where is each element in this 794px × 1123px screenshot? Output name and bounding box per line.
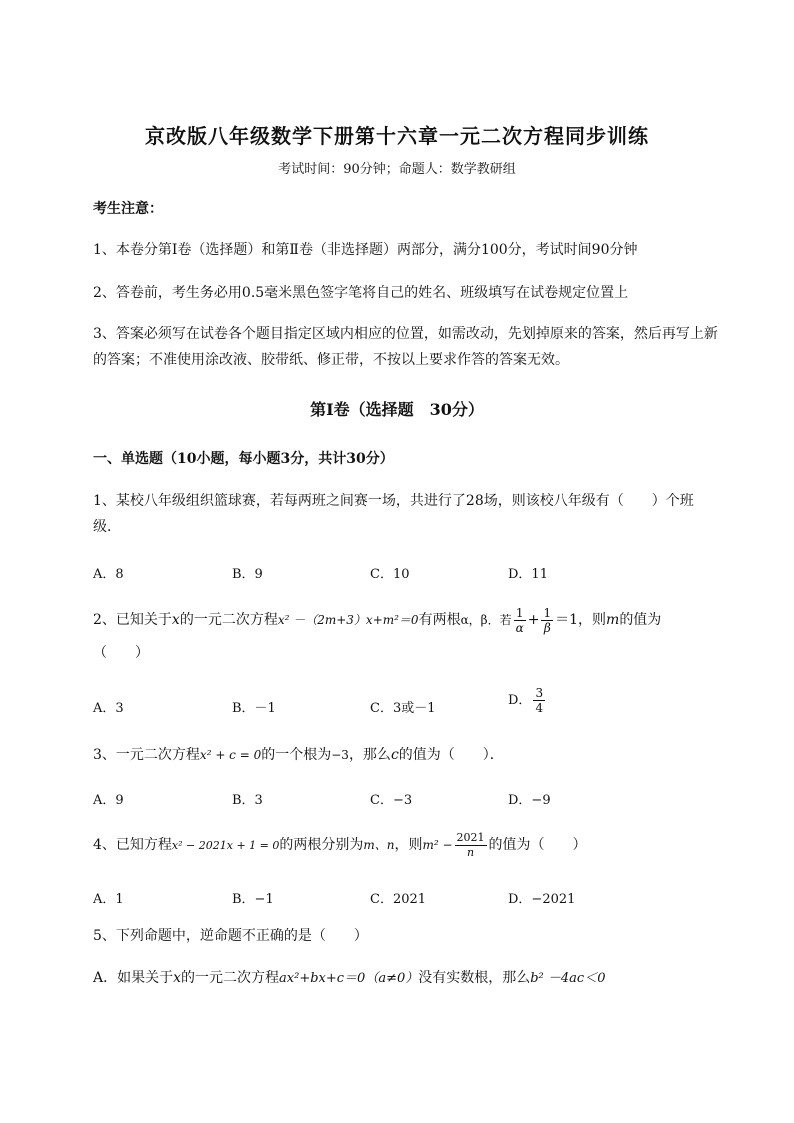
q2-option-b: B．－1	[232, 701, 276, 716]
q4-option-d: D．−2021	[508, 892, 576, 907]
q4-expression: m² −	[422, 838, 453, 852]
q2-plus: +	[527, 612, 540, 628]
q5-option-a	[93, 965, 713, 992]
q2-fraction-2: $\frac{1}{\beta}$	[543, 605, 552, 635]
q4-text-pre: 4、已知方程	[93, 837, 172, 853]
q3-option-c: C．−3	[370, 793, 413, 808]
q2-text-eq1: ＝1，则	[555, 612, 607, 628]
q4-text-end: 的值为（ ）	[488, 837, 587, 853]
q4-option-c: C．2021	[370, 892, 427, 907]
section-title: 第Ⅰ卷（选择题 30分）	[310, 400, 484, 419]
question-2-cont: （ ）	[93, 645, 149, 661]
q4-fraction: $\frac{2021}{n}$	[456, 830, 485, 859]
q3-var-c: c	[390, 747, 399, 763]
question-2	[93, 604, 713, 636]
q2-option-a: A．3	[93, 701, 124, 716]
question-5: 5、下列命题中，逆命题不正确的是（ ）	[93, 928, 368, 944]
q2-var-x: x	[171, 612, 180, 628]
q2-var-m: m	[606, 612, 620, 628]
q3-root: −3	[331, 748, 349, 762]
notice-item-3: 3、答案必须写在试卷各个题目指定区域内相应的位置，如需改动，先划掉原来的答案，然后再写上新	[93, 326, 718, 342]
q4-text-post: ，则	[394, 837, 423, 853]
q5a-var-x: x	[173, 970, 182, 986]
q1-option-d: D．11	[508, 567, 548, 582]
q2-equation: x² －（2m+3）x+m²＝0	[277, 613, 419, 627]
q4-vars-mn: m、n	[363, 838, 395, 852]
q3-text-end: 的值为（ ）．	[398, 747, 504, 763]
q5a-equation: ax²+bx+c＝0（a≠0）	[279, 971, 419, 986]
q4-option-b: B．−1	[232, 892, 274, 907]
q2-text-roots: 有两根	[418, 612, 461, 628]
q2-text-end: 的值为	[619, 612, 662, 628]
page-title: 京改版八年级数学下册第十六章一元二次方程同步训练	[145, 124, 649, 148]
question-3	[93, 742, 713, 769]
question-4	[93, 829, 713, 862]
q1-option-b: B．9	[232, 567, 263, 582]
notice-heading: 考生注意：	[93, 201, 163, 217]
part1-title: 一、单选题（10小题，每小题3分，共计30分）	[93, 451, 394, 467]
q3-text-mid: 的一个根为	[261, 747, 332, 763]
q5a-condition: b² －4ac＜0	[530, 971, 606, 986]
q3-option-a: A．9	[93, 793, 124, 808]
q4-option-a: A．1	[93, 892, 124, 907]
q5a-text-post: 没有实数根，那么	[418, 970, 531, 986]
notice-item-1: 1、本卷分第Ⅰ卷（选择题）和第Ⅱ卷（非选择题）两部分，满分100分，考试时间90分钟	[93, 242, 638, 258]
question-1	[93, 488, 713, 515]
q5a-text-pre: A．如果关于	[93, 970, 174, 986]
q2-text-mid: 的一元二次方程	[179, 612, 278, 628]
q2-fraction-1: $\frac{1}{\alpha}$	[515, 605, 524, 635]
q2-option-d-label: D．	[508, 693, 532, 708]
q3-equation: x² + c = 0	[199, 748, 262, 762]
q2-option-d-fraction: $\frac{3}{4}$	[535, 686, 544, 715]
q4-text-mid: 的两根分别为	[279, 837, 364, 853]
q3-text-post: ，那么	[348, 747, 391, 763]
q3-text-pre: 3、一元二次方程	[93, 747, 200, 763]
question-1-cont: 级．	[93, 519, 121, 535]
q1-option-c: C．10	[370, 567, 410, 582]
notice-item-2: 2、答卷前，考生务必用0.5毫米黑色签字笔将自己的姓名、班级填写在试卷规定位置上	[93, 285, 629, 301]
q1-option-a: A．8	[93, 567, 124, 582]
q5a-text-mid: 的一元二次方程	[181, 970, 280, 986]
q3-option-b: B．3	[232, 793, 263, 808]
notice-item-3-cont: 的答案；不准使用涂改液、胶带纸、修正带，不按以上要求作答的答案无效。	[93, 352, 569, 368]
q4-equation: x² − 2021x + 1 = 0	[171, 839, 280, 852]
question-1-text: 1、某校八年级组织篮球赛，若每两班之间赛一场，共进行了28场，则该校八年级有（ ）个班	[93, 493, 694, 509]
q2-option-d	[508, 686, 547, 715]
q3-option-d: D．−9	[508, 793, 551, 808]
q2-option-c: C．3或－1	[370, 701, 436, 716]
page-subtitle: 考试时间：90分钟；命题人：数学教研组	[278, 162, 516, 177]
q2-roots: α，β．若	[460, 613, 512, 627]
q2-text-pre: 2、已知关于	[93, 612, 172, 628]
